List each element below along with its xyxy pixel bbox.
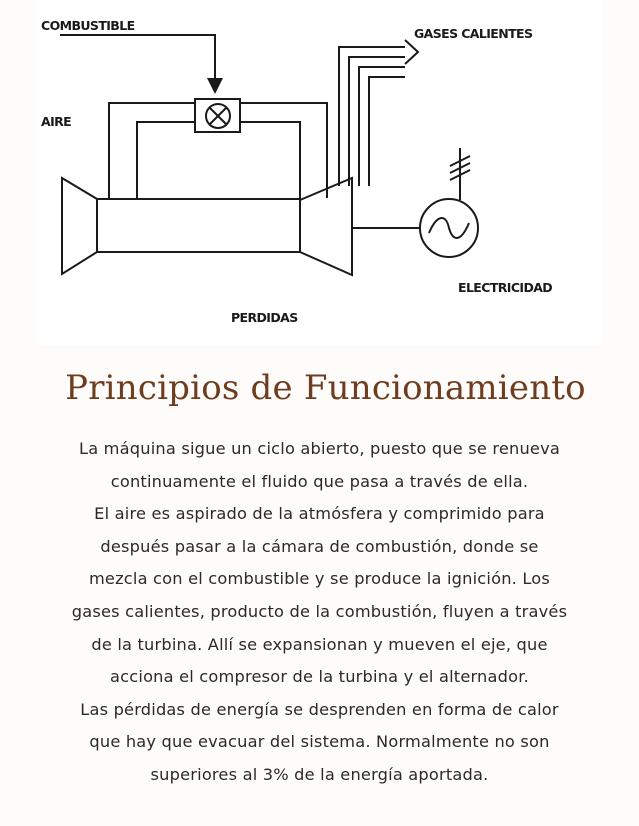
body-line: mezcla con el combustible y se produce la ignición. Los — [88, 569, 551, 589]
section-title: Principios de Funcionamiento — [65, 368, 586, 408]
body-line: acciona el compresor de la turbina y el alternador. — [110, 667, 529, 687]
label-losses: PERDIDAS — [231, 310, 298, 325]
body-line: El aire es aspirado de la atmósfera y comprimido para — [94, 504, 545, 524]
label-air: AIRE — [41, 114, 72, 129]
body-line: de la turbina. Allí se expansionan y mueven el eje, que — [91, 634, 548, 654]
label-hot-gases: GASES CALIENTES — [414, 26, 533, 41]
body-line: que hay que evacuar del sistema. Normalmente no son — [89, 732, 550, 752]
body-line: después pasar a la cámara de combustión, donde se — [100, 536, 539, 556]
body-line: superiores al 3% de la energía aportada. — [150, 764, 489, 784]
body-line: gases calientes, producto de la combustión, fluyen a través — [71, 601, 568, 621]
body-line: continuamente el fluido que pasa a través de ella. — [110, 471, 529, 491]
label-fuel: COMBUSTIBLE — [41, 18, 135, 33]
body-line: Las pérdidas de energía se desprenden en forma de calor — [80, 699, 559, 719]
gas-turbine-diagram — [0, 0, 639, 345]
body-paragraph — [0, 433, 639, 792]
body-line: La máquina sigue un ciclo abierto, puesto que se renueva — [79, 439, 560, 458]
label-electricity: ELECTRICIDAD — [458, 280, 553, 295]
